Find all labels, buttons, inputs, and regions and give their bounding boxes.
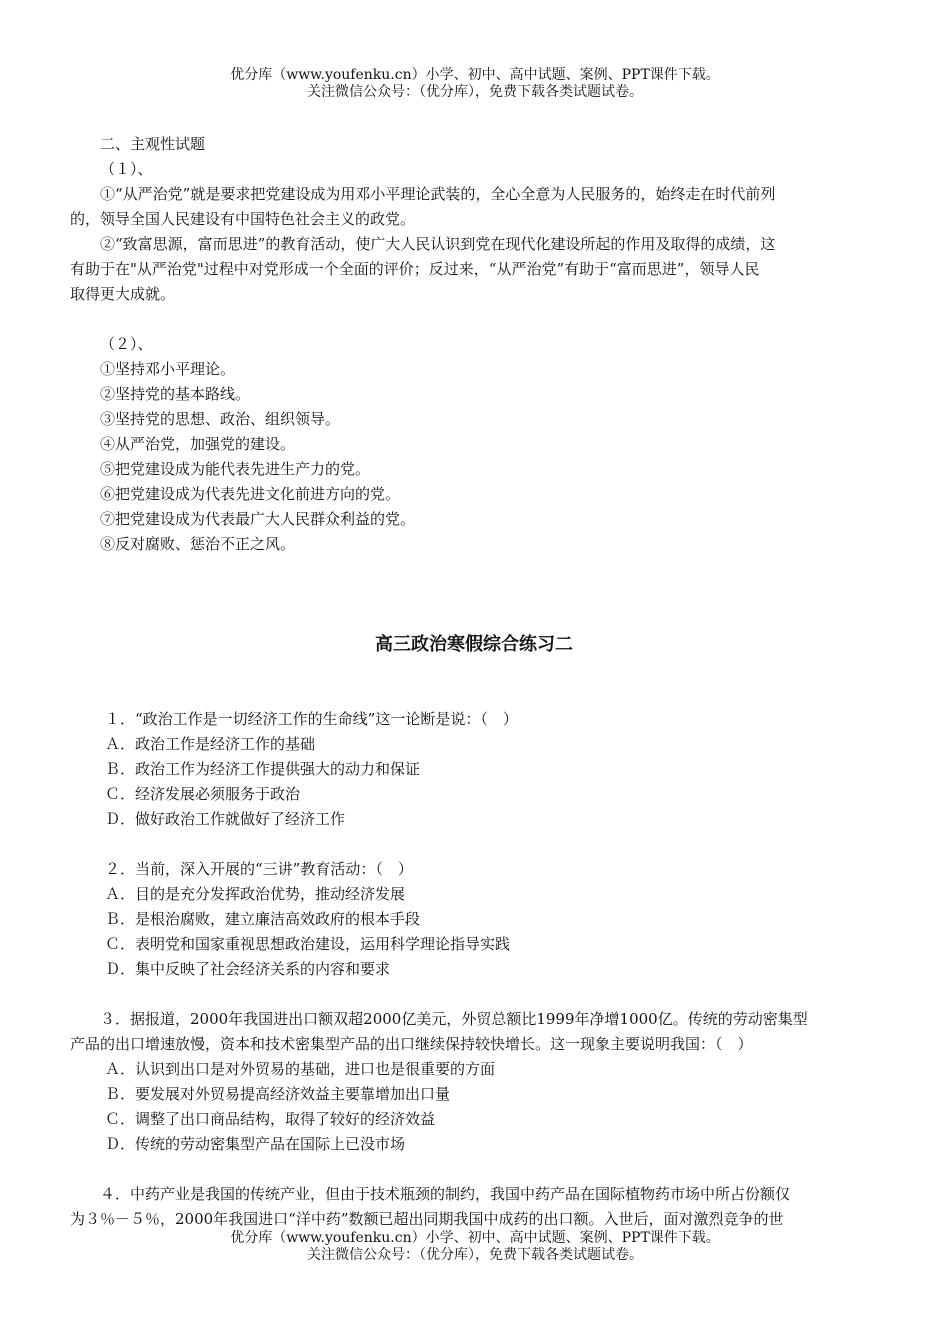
question-2-option-a: Ａ．目的是充分发挥政治优势，推动经济发展 <box>105 885 406 903</box>
question-4-stem-line-2: 为３％－５％，2000年我国进口“洋中药”数额已超出同期我国中成药的出口额。入世后，面对激烈竞争的世 <box>70 1210 784 1228</box>
list-item: ⑤把党建设成为能代表先进生产力的党。 <box>100 460 371 478</box>
question-1-option-c: Ｃ．经济发展必须服务于政治 <box>105 785 301 803</box>
list-item: ⑥把党建设成为代表先进文化前进方向的党。 <box>100 485 401 503</box>
question-2-option-c: Ｃ．表明党和国家重视思想政治建设，运用科学理论指导实践 <box>105 935 511 953</box>
question-1-option-a: Ａ．政治工作是经济工作的基础 <box>105 735 316 753</box>
part-1-para-2-line-3: 取得更大成就。 <box>70 285 176 303</box>
list-item: ⑦把党建设成为代表最广大人民群众利益的党。 <box>100 510 416 528</box>
list-item: ②坚持党的基本路线。 <box>100 385 251 403</box>
question-3-option-c: Ｃ．调整了出口商品结构，取得了较好的经济效益 <box>105 1110 436 1128</box>
footer-line-2: 关注微信公众号：（优分库），免费下载各类试题试卷。 <box>307 1247 643 1263</box>
footer-line-1: 优分库（www.youfenku.cn）小学、初中、高中试题、案例、PPT课件下载。 <box>230 1230 720 1246</box>
exercise-title: 高三政治寒假综合练习二 <box>375 634 573 655</box>
question-1-option-b: Ｂ．政治工作为经济工作提供强大的动力和保证 <box>105 760 421 778</box>
part-1-para-1-line-2: 的，领导全国人民建设有中国特色社会主义的政党。 <box>70 210 416 228</box>
header-line-1: 优分库（www.youfenku.cn）小学、初中、高中试题、案例、PPT课件下载。 <box>230 67 720 83</box>
list-item: ⑧反对腐败、惩治不正之风。 <box>100 535 296 553</box>
page-header <box>0 67 950 101</box>
part-1-label: （１）、 <box>100 160 153 178</box>
question-3-stem-line-2: 产品的出口增速放慢，资本和技术密集型产品的出口继续保持较快增长。这一现象主要说明我国：（ ） <box>70 1035 753 1053</box>
list-item: ①坚持邓小平理论。 <box>100 360 236 378</box>
question-3-option-a: Ａ．认识到出口是对外贸易的基础，进口也是很重要的方面 <box>105 1060 496 1078</box>
header-line-2: 关注微信公众号：（优分库），免费下载各类试题试卷。 <box>307 84 643 100</box>
question-3-option-d: Ｄ．传统的劳动密集型产品在国际上已没市场 <box>105 1135 406 1153</box>
part-1-para-1-line-1: ①“从严治党”就是要求把党建设成为用邓小平理论武装的，全心全意为人民服务的，始终走在时代前列 <box>100 185 776 203</box>
question-1-option-d: Ｄ．做好政治工作就做好了经济工作 <box>105 810 346 828</box>
section-heading: 二、主观性试题 <box>100 135 206 153</box>
page-footer <box>0 1230 950 1264</box>
question-2-option-d: Ｄ．集中反映了社会经济关系的内容和要求 <box>105 960 391 978</box>
question-3-option-b: Ｂ．要发展对外贸易提高经济效益主要靠增加出口量 <box>105 1085 451 1103</box>
document-body <box>70 132 878 1232</box>
list-item: ④从严治党，加强党的建设。 <box>100 435 296 453</box>
question-3-stem-line-1: ３．据报道，2000年我国进出口额双超2000亿美元，外贸总额比1999年净增1000亿。传统的劳动密集型 <box>100 1010 808 1028</box>
question-1-stem: １．“政治工作是一切经济工作的生命线”这一论断是说：（ ） <box>105 710 518 728</box>
question-4-stem-line-1: ４．中药产业是我国的传统产业，但由于技术瓶颈的制约，我国中药产品在国际植物药市场中所占份额仅 <box>100 1185 791 1203</box>
list-item: ③坚持党的思想、政治、组织领导。 <box>100 410 341 428</box>
part-1-para-2-line-1: ②“致富思源，富而思进”的教育活动，使广大人民认识到党在现代化建设所起的作用及取得的成绩，这 <box>100 235 776 253</box>
question-2-stem: ２．当前，深入开展的“三讲”教育活动：（ ） <box>105 860 413 878</box>
part-1-para-2-line-2: 有助于在"从严治党"过程中对党形成一个全面的评价；反过来，“从严治党”有助于“富而思进”，领导人民 <box>70 260 760 278</box>
part-2-label: （２）、 <box>100 335 153 353</box>
question-2-option-b: Ｂ．是根治腐败，建立廉洁高效政府的根本手段 <box>105 910 421 928</box>
